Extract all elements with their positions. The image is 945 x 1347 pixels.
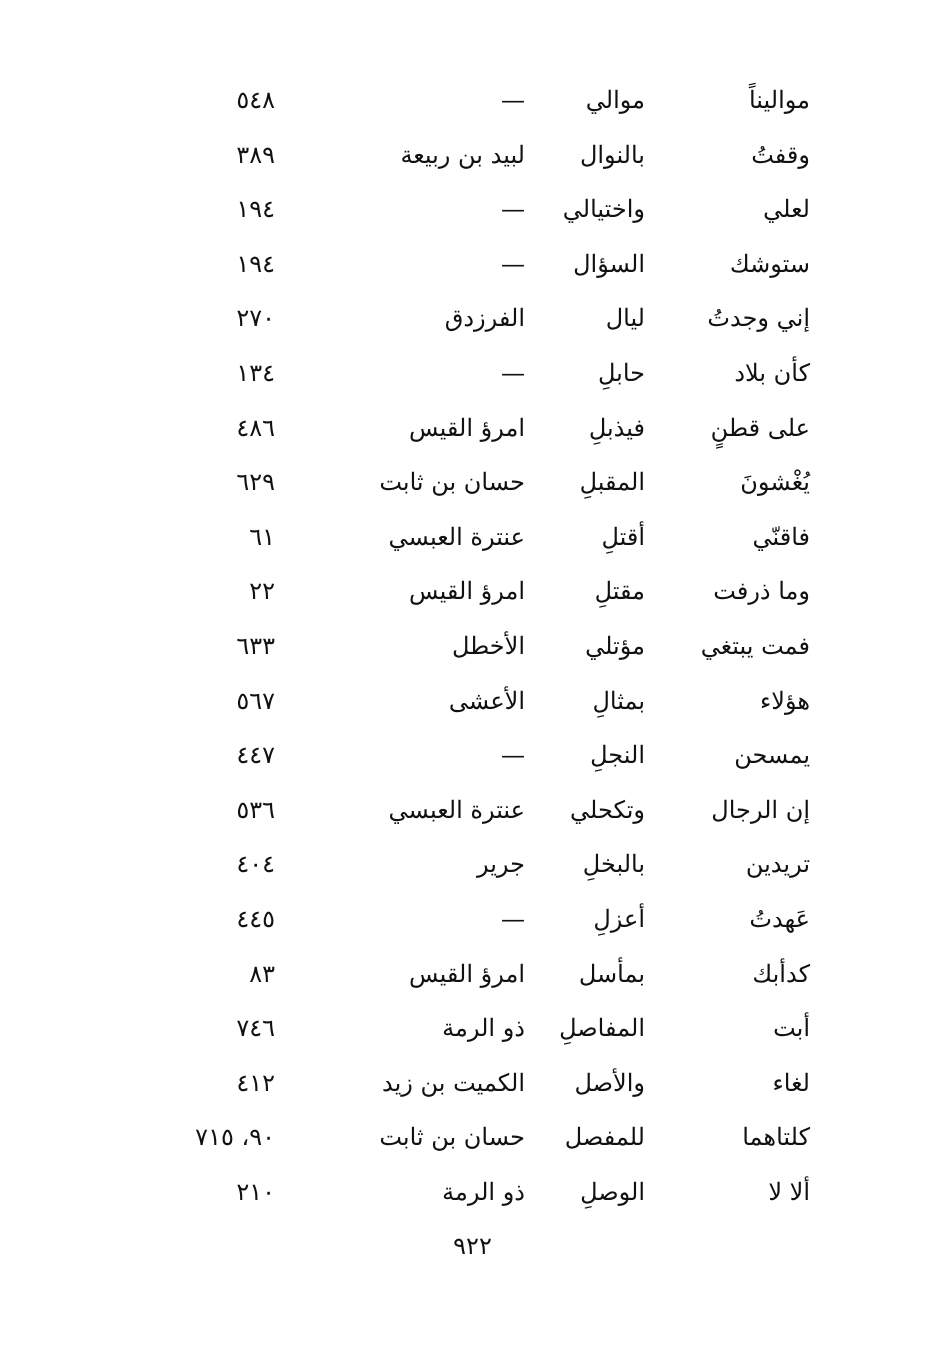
rhyme-word: السؤال (573, 249, 645, 278)
rhyme-word: أعزلِ (593, 904, 645, 933)
page-reference: ٤١٢ (236, 1068, 275, 1097)
verse-opening-word: يُغْشونَ (740, 468, 810, 497)
verse-opening-word: يمسحن (734, 741, 810, 770)
poet-name: الأخطل (451, 631, 525, 660)
verse-opening-word: وقفتُ (751, 140, 810, 169)
verse-opening-word: لعلي (763, 195, 810, 224)
rhyme-word: أقتلِ (601, 522, 645, 551)
verse-opening-word: كدأبك (752, 959, 810, 988)
page-reference: ٦٢٩ (236, 468, 275, 497)
table-row (150, 238, 830, 293)
verse-opening-word: ألا لا (768, 1177, 810, 1206)
rhyme-word: وتكحلي (570, 795, 645, 824)
page-reference: ١٩٤ (236, 195, 275, 224)
poet-name: — (501, 358, 525, 387)
poet-name: عنترة العبسي (388, 522, 525, 551)
verse-opening-word: هؤلاء (759, 686, 810, 715)
table-row (150, 1166, 830, 1221)
rhyme-word: مؤتلي (585, 631, 645, 660)
poet-name: — (501, 195, 525, 224)
rhyme-word: بالنوال (579, 140, 645, 169)
verse-opening-word: كلتاهما (742, 1123, 810, 1152)
verse-opening-word: عَهدتُ (749, 904, 810, 933)
poet-name: امرؤ القيس (409, 577, 525, 606)
rhyme-word: للمفصل (564, 1123, 645, 1152)
poet-name: جرير (477, 850, 525, 879)
table-row (150, 729, 830, 784)
table-row (150, 1057, 830, 1112)
table-row (150, 292, 830, 347)
poet-name: حسان بن ثابت (379, 1123, 525, 1152)
verse-opening-word: فمت يبتغي (700, 631, 810, 660)
poet-name: لبيد بن ربيعة (400, 140, 525, 169)
table-row (150, 893, 830, 948)
table-row (150, 565, 830, 620)
table-row (150, 74, 830, 129)
page-reference: ١٣٤ (236, 358, 275, 387)
rhyme-word: والأصل (574, 1068, 645, 1097)
poet-name: الكميت بن زيد (382, 1068, 525, 1097)
table-row (150, 838, 830, 893)
table-row (150, 456, 830, 511)
table-row (150, 511, 830, 566)
page-reference: ٧٤٦ (236, 1014, 275, 1043)
page-reference: ٤٠٤ (236, 850, 275, 879)
table-row (150, 948, 830, 1003)
rhyme-word: بمأسل (578, 959, 645, 988)
verse-opening-word: وما ذرفت (713, 577, 810, 606)
poet-name: امرؤ القيس (409, 959, 525, 988)
page-reference: ٢١٠ (236, 1177, 275, 1206)
page-reference: ٤٨٦ (236, 413, 275, 442)
rhyme-word: النجلِ (590, 741, 645, 770)
verse-opening-word: فاقنّي (752, 522, 810, 551)
table-row (150, 784, 830, 839)
page-reference: ٨٣ (249, 959, 275, 988)
page-reference: ٥٦٧ (236, 686, 275, 715)
verse-opening-word: لغاء (772, 1068, 810, 1097)
table-row (150, 129, 830, 184)
page-reference: ٦٣٣ (236, 631, 275, 660)
rhyme-word: واختيالي (562, 195, 645, 224)
page-reference: ٥٤٨ (236, 86, 275, 114)
rhyme-word: مقتلِ (594, 577, 645, 606)
page-reference: ٤٤٥ (236, 904, 275, 933)
rhyme-word: ليال (605, 304, 645, 333)
poet-name: امرؤ القيس (409, 413, 525, 442)
verse-opening-word: تريدين (745, 850, 810, 879)
table-row (150, 183, 830, 238)
table-row (150, 675, 830, 730)
table-row (150, 347, 830, 402)
poet-name: الفرزدق (444, 304, 525, 333)
page-reference: ٣٨٩ (236, 140, 275, 169)
page-number: ٩٢٢ (453, 1232, 492, 1260)
rhyme-word: الوصلِ (580, 1177, 645, 1206)
poet-name: الأعشى (448, 686, 525, 715)
poet-name: — (501, 741, 525, 770)
verse-opening-word: كأن بلاد (734, 358, 810, 387)
verse-opening-word: ستوشك (729, 249, 810, 278)
page-reference: ٤٤٧ (236, 741, 275, 770)
poet-name: حسان بن ثابت (379, 468, 525, 497)
verse-opening-word: إني وجدتُ (707, 304, 810, 333)
rhyme-word: بالبخلِ (582, 850, 645, 879)
page-reference: ١٩٤ (236, 249, 275, 278)
rhyme-word: حابلِ (597, 358, 645, 387)
table-row (150, 1002, 830, 1057)
verse-opening-word: مواليناً (748, 86, 810, 114)
page-reference: ٩٠، ٧١٥ (195, 1123, 275, 1152)
rhyme-word: موالي (585, 86, 645, 114)
table-row (150, 620, 830, 675)
rhyme-word: فيذبلِ (588, 413, 645, 442)
page-reference: ٦١ (249, 522, 275, 551)
page-reference: ٢٢ (249, 577, 275, 606)
poet-name: عنترة العبسي (388, 795, 525, 824)
page-reference: ٢٧٠ (236, 304, 275, 333)
page-reference: ٥٣٦ (236, 795, 275, 824)
poet-name: ذو الرمة (442, 1014, 525, 1043)
poet-name: — (501, 86, 525, 114)
rhyme-word: المفاصلِ (559, 1014, 645, 1043)
rhyme-word: المقبلِ (579, 468, 645, 497)
poet-name: — (501, 249, 525, 278)
verse-opening-word: على قطنٍ (710, 413, 810, 442)
table-row (150, 402, 830, 457)
poet-name: ذو الرمة (442, 1177, 525, 1206)
verse-opening-word: إن الرجال (711, 795, 810, 824)
verse-index-table (150, 74, 830, 1220)
table-row (150, 1111, 830, 1166)
poet-name: — (501, 904, 525, 933)
rhyme-word: بمثالِ (592, 686, 645, 715)
verse-opening-word: أبت (773, 1014, 810, 1043)
